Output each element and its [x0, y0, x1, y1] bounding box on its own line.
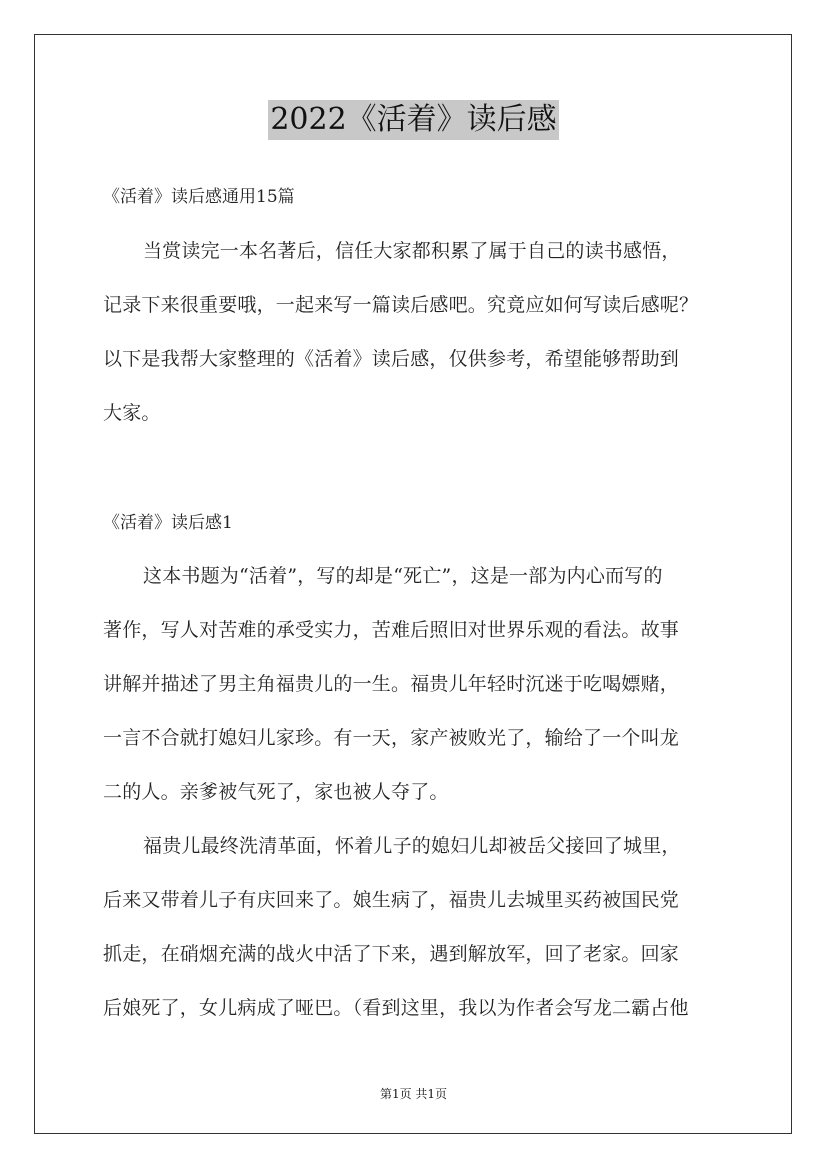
page-footer: 第1页 共1页 [379, 1087, 448, 1101]
intro-line: 记录下来很重要哦，一起来写一篇读后感吧。究竟应如何写读后感呢？ [103, 294, 699, 316]
section-heading: 《活着》读后感1 [103, 513, 233, 533]
paragraph-line: 一言不合就打媳妇儿家珍。有一天，家产被败光了，输给了一个叫龙 [103, 727, 680, 749]
paragraph-line: 后来又带着儿子有庆回来了。娘生病了，福贵儿去城里买药被国民党 [103, 889, 680, 911]
paragraph-line: 后娘死了，女儿病成了哑巴。（看到这里，我以为作者会写龙二霸占他 [103, 997, 689, 1019]
paragraph-line: 著作，写人对苦难的承受实力，苦难后照旧对世界乐观的看法。故事 [103, 619, 680, 641]
title-container [0, 100, 827, 140]
paragraph-line: 二的人。亲爹被气死了，家也被人夺了。 [103, 781, 449, 803]
document-title: 2022《活着》读后感 [268, 100, 558, 140]
intro-line: 大家。 [103, 402, 161, 424]
subtitle: 《活着》读后感通用15篇 [103, 187, 295, 207]
intro-line: 以下是我帮大家整理的《活着》读后感，仅供参考，希望能够帮助到 [103, 348, 680, 370]
intro-line: 当赏读完一本名著后，信任大家都积累了属于自己的读书感悟， [143, 240, 681, 262]
paragraph-line: 抓走，在硝烟充满的战火中活了下来，遇到解放军，回了老家。回家 [103, 943, 680, 965]
paragraph-line: 讲解并描述了男主角福贵儿的一生。福贵儿年轻时沉迷于吃喝嫖赌， [103, 673, 680, 695]
paragraph-line: 福贵儿最终洗清革面，怀着儿子的媳妇儿却被岳父接回了城里， [143, 835, 681, 857]
paragraph-line: 这本书题为“活着”，写的却是“死亡”，这是一部为内心而写的 [143, 565, 663, 587]
